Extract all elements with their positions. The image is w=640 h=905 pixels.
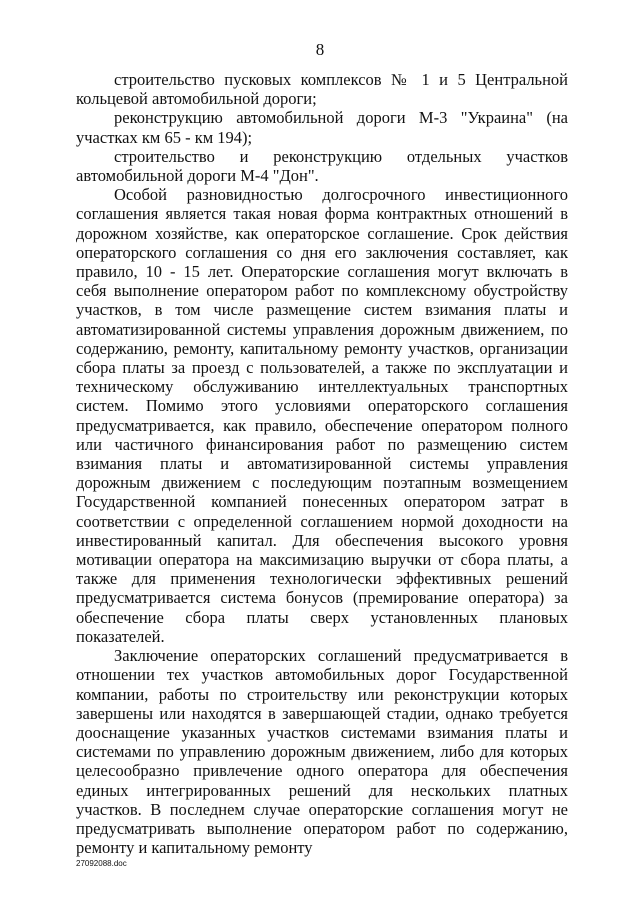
document-body xyxy=(76,70,568,857)
paragraph-operator-agreement: Особой разновидностью долгосрочного инвестиционного соглашения является такая новая форма контрактных отношений в дорожном хозяйстве, как операторское соглашение. Срок действия операторского соглашения со дня его заключения составляет, как правило, 10 - 15 лет. Операторские соглашения могут включать в себя выполнение оператором работ по комплексному обустройству участков, в том числе размещение систем взимания платы и автоматизированной системы управления дорожным движением, по содержанию, ремонту, капитальному ремонту участков, организации сбора платы за проезд с пользователей, а также по эксплуатации и техническому обслуживанию интеллектуальных транспортных систем. Помимо этого условиями операторского соглашения предусматривается, как правило, обеспечение оператором полного или частичного финансирования работ по размещению систем взимания платы и автоматизированной системы управления дорожным движением с последующим поэтапным возмещением Государственной компанией понесенных оператором затрат в соответствии с определенной соглашением нормой доходности на инвестированный капитал. Для обеспечения высокого уровня мотивации оператора на максимизацию выручки от сбора платы, а также для применения технологически эффективных решений предусматривается система бонусов (премирование оператора) за обеспечение сбора платы сверх установленных плановых показателей. xyxy=(76,185,568,646)
list-item-ckad: строительство пусковых комплексов № 1 и 5 Центральной кольцевой автомобильной дороги; xyxy=(76,70,568,109)
paragraph-conclusion: Заключение операторских соглашений предусматривается в отношении тех участков автомобильных дорог Государственной компании, работы по строительству или реконструкции которых завершены или находятся в завершающей стадии, однако требуется дооснащение указанных участков системами взимания платы и системами по управлению дорожным движением, либо для которых целесообразно привлечение одного оператора для обеспечения единых интегрированных решений для нескольких платных участков. В последнем случае операторские соглашения могут не предусматривать выполнение оператором работ по содержанию, ремонту и капитальному ремонту xyxy=(76,646,568,858)
page-number: 8 xyxy=(315,40,325,59)
list-item-m3: реконструкцию автомобильной дороги М-3 "Украина" (на участках км 65 - км 194); xyxy=(76,108,568,147)
file-name-footer: 27092088.doc xyxy=(76,859,127,868)
list-item-m4: строительство и реконструкцию отдельных участков автомобильной дороги М-4 "Дон". xyxy=(76,146,568,186)
